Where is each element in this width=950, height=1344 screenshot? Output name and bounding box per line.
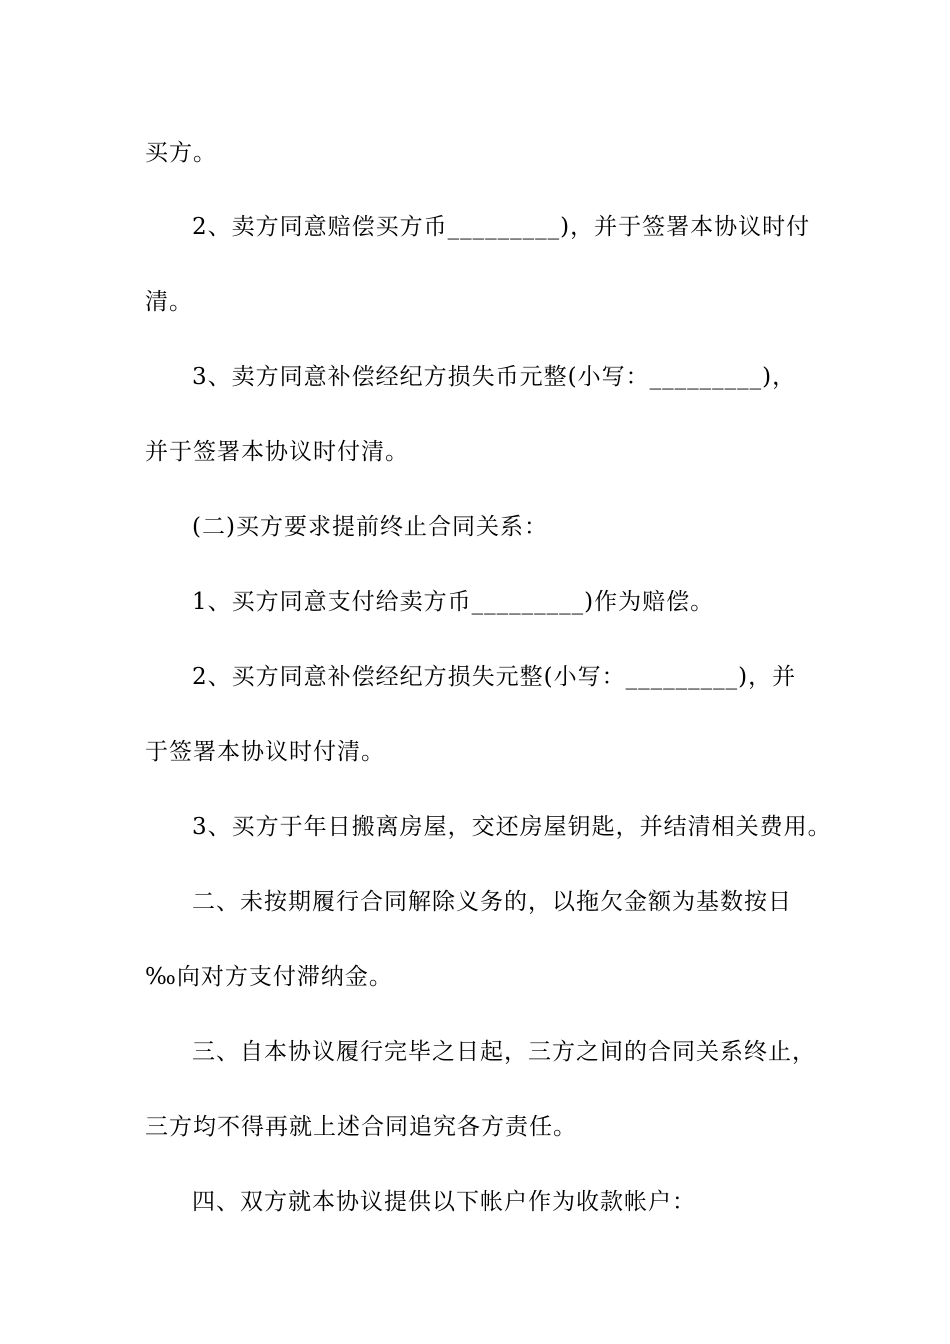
text-line-contract-termination: 三、自本协议履行完毕之日起，三方之间的合同关系终止， bbox=[192, 1039, 816, 1065]
text-line-accounts: 四、双方就本协议提供以下帐户作为收款帐户： bbox=[192, 1189, 696, 1215]
text-line-buyer-terminate-heading: (二)买方要求提前终止合同关系： bbox=[192, 514, 548, 540]
text-line-late-fee: ‰向对方支付滞纳金。 bbox=[145, 964, 393, 990]
text-line-seller-compensate-buyer: 2、卖方同意赔偿买方币_________)，并于签署本协议时付 bbox=[192, 214, 811, 240]
text-line-buyer: 买方。 bbox=[145, 140, 217, 166]
text-line-sign-pay-clear-2: 于签署本协议时付清。 bbox=[145, 739, 385, 765]
text-line-buyer-move-out: 3、买方于年日搬离房屋，交还房屋钥匙，并结清相关费用。 bbox=[192, 814, 832, 840]
text-line-buyer-pay-seller: 1、买方同意支付给卖方币_________)作为赔偿。 bbox=[192, 589, 715, 615]
text-line-sign-pay-clear: 并于签署本协议时付清。 bbox=[145, 439, 409, 465]
text-line-no-liability: 三方均不得再就上述合同追究各方责任。 bbox=[145, 1114, 577, 1140]
text-line-late-fulfillment: 二、未按期履行合同解除义务的，以拖欠金额为基数按日 bbox=[192, 889, 792, 915]
text-line-seller-compensate-agent: 3、卖方同意补偿经纪方损失币元整(小写：_________)， bbox=[192, 364, 797, 390]
text-line-buyer-compensate-agent: 2、买方同意补偿经纪方损失元整(小写：_________)，并 bbox=[192, 664, 797, 690]
text-line-pay-clear: 清。 bbox=[145, 289, 193, 315]
